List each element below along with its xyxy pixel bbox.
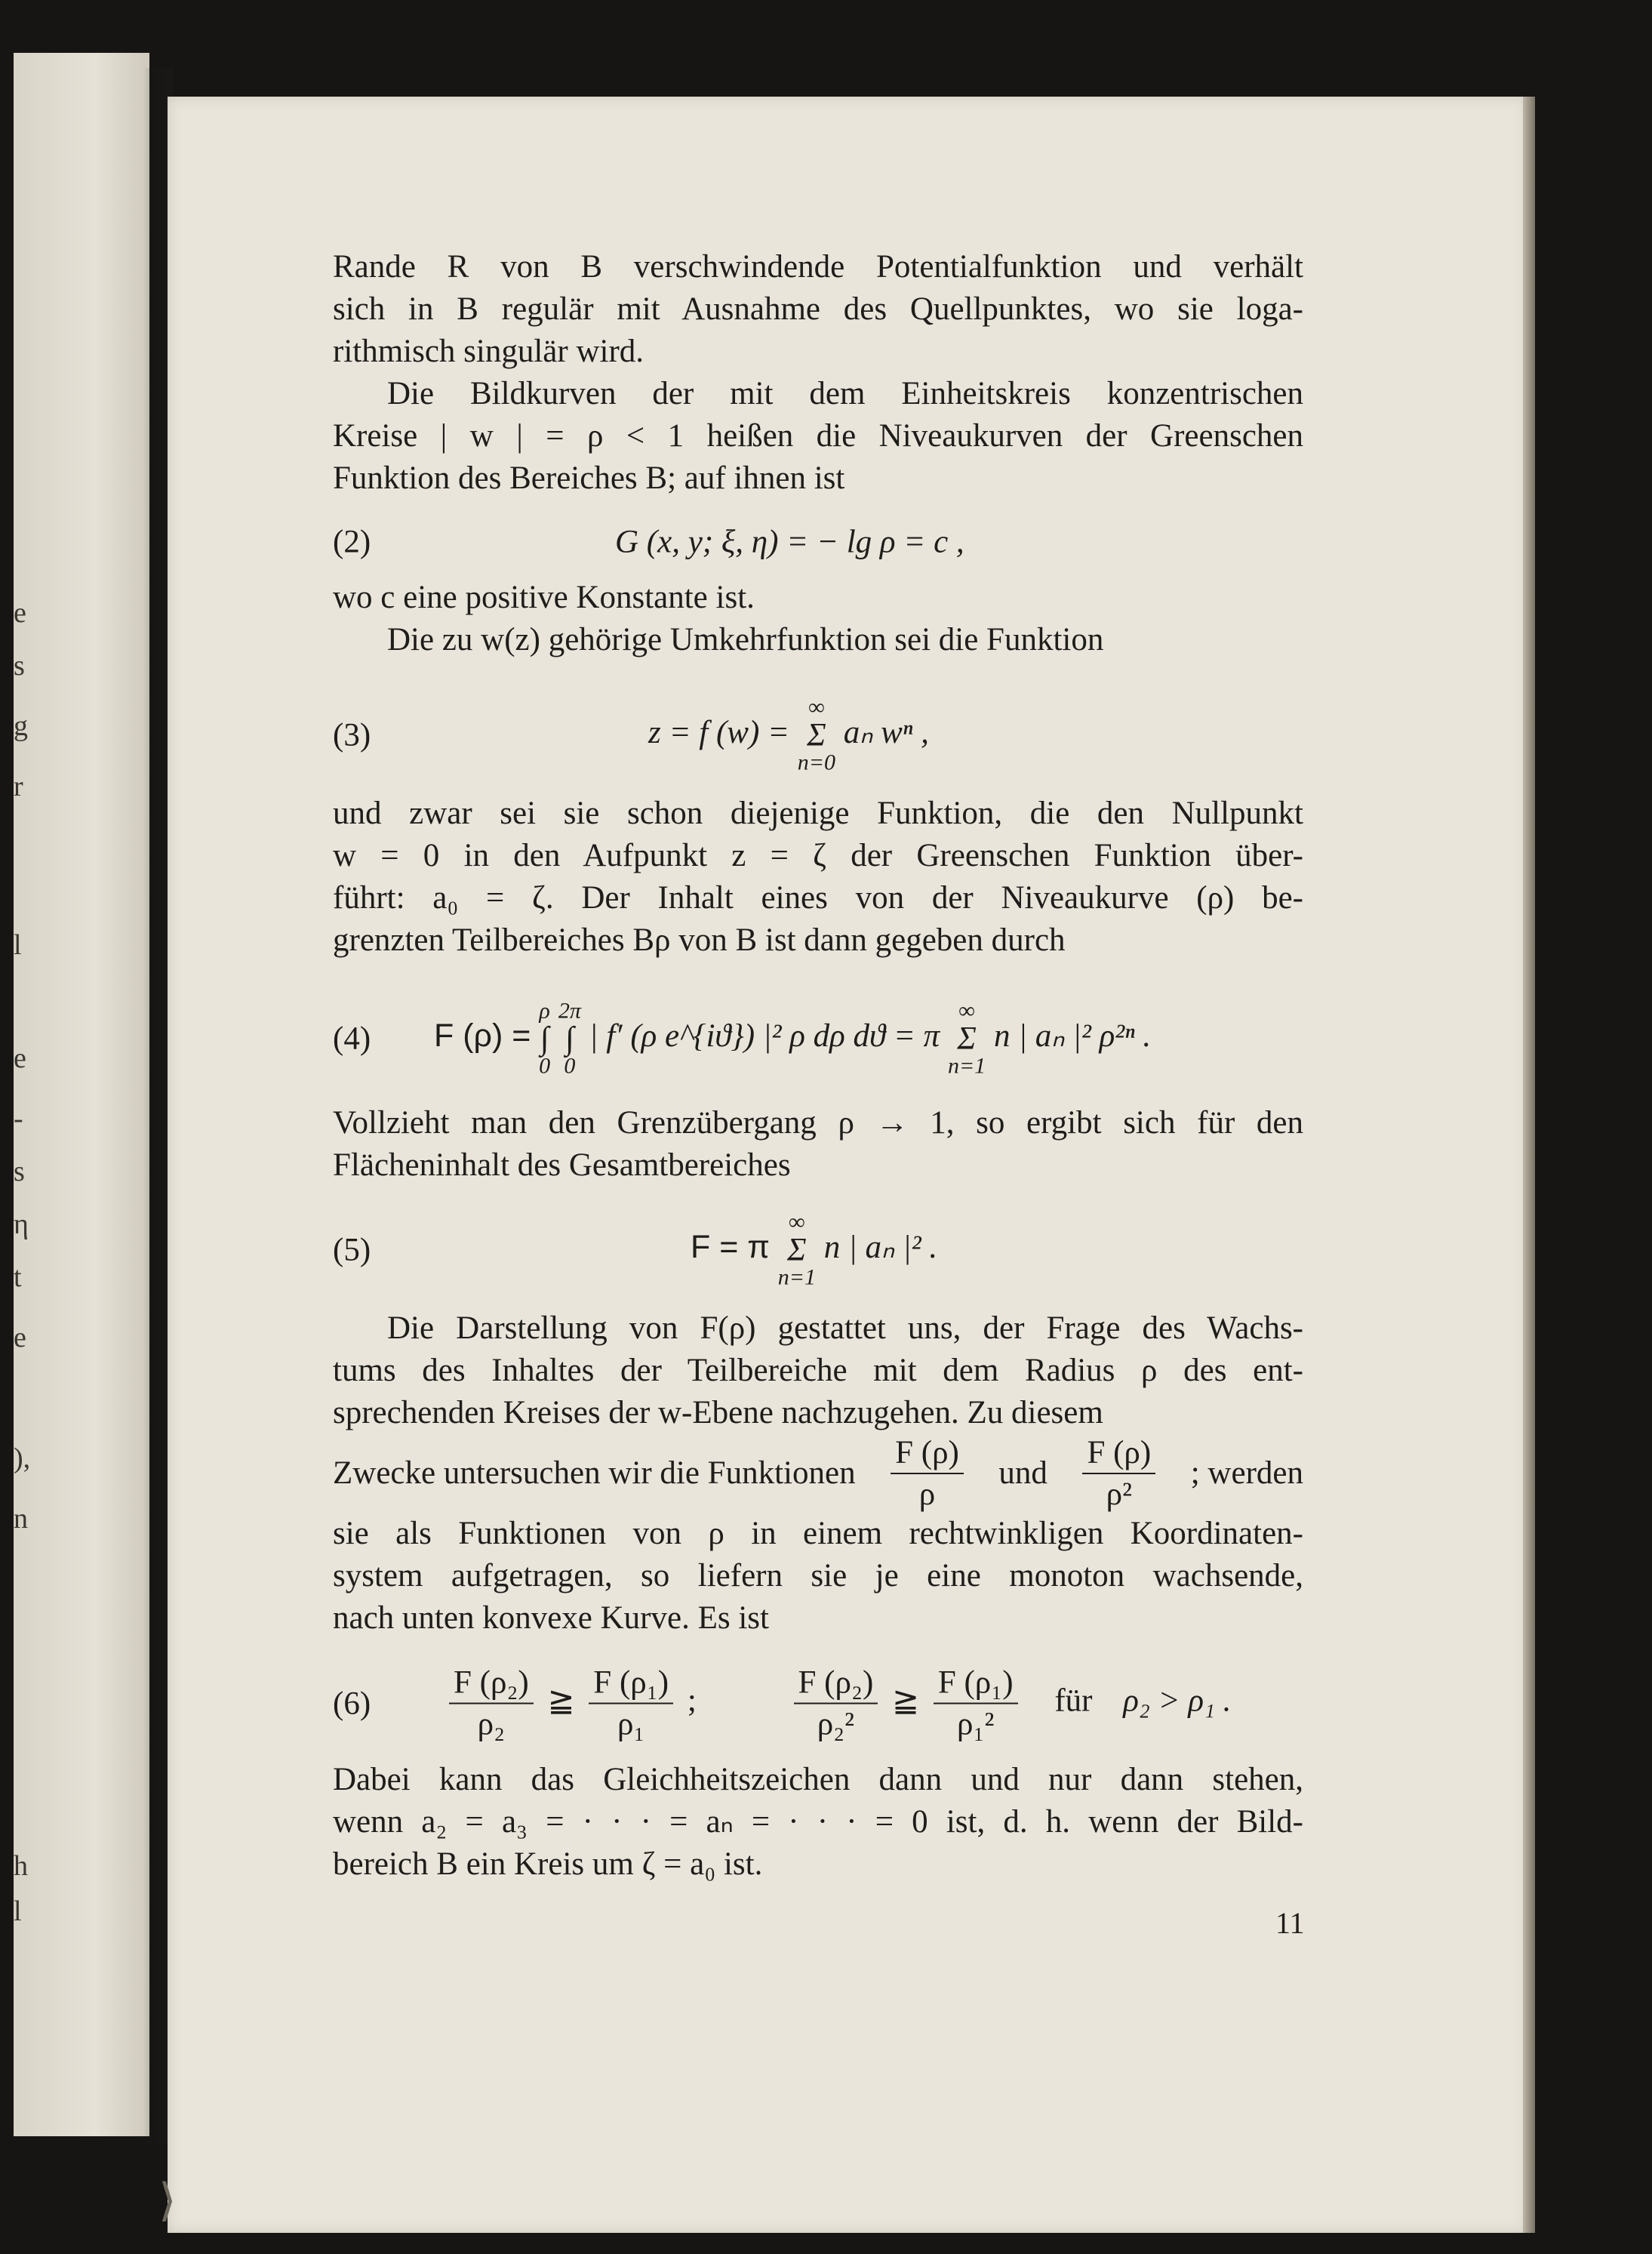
left-page-fragment: η — [14, 1209, 29, 1240]
fraction-numerator: F (ρ) — [891, 1434, 964, 1474]
text-line: Rande R von B verschwindende Potentialfunktion und verhält — [333, 249, 1303, 285]
equation-formula — [648, 694, 929, 775]
fraction-denominator: ρ² — [1106, 1476, 1132, 1513]
integral-outer — [539, 1000, 550, 1078]
text-line: Dabei kann das Gleichheitszeichen dann und nur dann stehen, — [333, 1762, 1303, 1797]
text-line: sich in B regulär mit Ausnahme des Quellpunktes, wo sie loga- — [333, 291, 1303, 327]
left-page-fragment: l — [14, 1895, 22, 1927]
equation-rhs: n | aₙ |² ρ²ⁿ . — [993, 1018, 1152, 1054]
bottom-mark-icon: ⟩ — [158, 2174, 177, 2227]
text-line: system aufgetragen, so liefern sie je eine monoton wachsende, — [333, 1558, 1303, 1594]
paragraph-3 — [333, 577, 1303, 619]
relation-sign: ≧ — [547, 1683, 575, 1719]
relation-sign: ≧ — [892, 1683, 920, 1719]
equation-rhs: aₙ wⁿ , — [843, 714, 929, 750]
left-page-strip — [14, 53, 149, 2136]
equation-3 — [333, 682, 1303, 788]
condition: ρ₂ > ρ₁ . — [1123, 1683, 1232, 1719]
fraction-numerator: F (ρ₂) — [449, 1664, 534, 1704]
integral-upper: 2π — [558, 998, 581, 1024]
sum-operator — [777, 1209, 816, 1290]
paragraph-4 — [333, 619, 1303, 661]
text-line: w = 0 in den Aufpunkt z = ζ der Greenschen Funktion über- — [333, 838, 1303, 873]
fraction-f-rho2-over-rho2 — [449, 1664, 534, 1744]
fraction-numerator: F (ρ₁) — [589, 1664, 673, 1704]
fraction-numerator: F (ρ₁) — [934, 1664, 1018, 1704]
equation-number: (6) — [333, 1686, 371, 1722]
integrand: | f′ (ρ e^{iϑ}) |² ρ dρ dϑ = π — [589, 1018, 940, 1054]
text-line: nach unten konvexe Kurve. Es ist — [333, 1600, 769, 1636]
integral-inner — [558, 1000, 581, 1078]
fraction-numerator: F (ρ) — [1082, 1434, 1155, 1474]
equation-rhs: n | aₙ |² . — [823, 1229, 938, 1265]
integral-upper: ρ — [539, 998, 550, 1024]
text-line: bereich B ein Kreis um ζ = a₀ ist. — [333, 1846, 763, 1882]
equation-number: (4) — [333, 1021, 371, 1057]
left-page-fragment: s — [14, 1156, 25, 1187]
left-page-fragment: e — [14, 1322, 26, 1353]
fraction-numerator: F (ρ₂) — [794, 1664, 878, 1704]
left-page-fragment: - — [14, 1103, 23, 1135]
equation-number: (3) — [333, 717, 371, 753]
text-after-fraction: ; werden — [1190, 1455, 1303, 1492]
condition-word: für — [1054, 1683, 1093, 1719]
sum-upper: ∞ — [808, 694, 825, 720]
equation-4 — [333, 978, 1303, 1099]
left-page-fragment: t — [14, 1261, 22, 1293]
equation-number: (5) — [333, 1232, 371, 1268]
paragraph-9 — [333, 1759, 1303, 1886]
left-page-fragment: h — [14, 1850, 28, 1882]
sum-lower: n=0 — [797, 750, 836, 775]
fraction-denominator: ρ₁² — [957, 1707, 995, 1742]
text-line: wenn a₂ = a₃ = · · · = aₙ = · · · = 0 ist, d. h. wenn der Bild- — [333, 1804, 1303, 1840]
left-page-fragment: e — [14, 597, 26, 629]
separator: ; — [687, 1683, 697, 1719]
left-page-fragment: ), — [14, 1443, 31, 1474]
paragraph-5 — [333, 793, 1303, 962]
page-number: 11 — [1275, 1906, 1305, 1940]
sum-upper: ∞ — [789, 1209, 805, 1235]
text-line: Die Bildkurven der mit dem Einheitskreis konzentrischen — [387, 376, 1303, 411]
equation-5 — [333, 1197, 1303, 1303]
left-page-fragment: e — [14, 1042, 26, 1074]
paragraph-2 — [333, 373, 1303, 500]
sum-sign: Σ — [787, 1232, 807, 1268]
sum-lower: n=1 — [777, 1264, 816, 1290]
equation-formula — [691, 1209, 938, 1290]
sum-operator — [797, 694, 836, 775]
paragraph-7 — [333, 1307, 1303, 1434]
text-line: führt: a₀ = ζ. Der Inhalt eines von der Niveaukurve (ρ) be- — [333, 880, 1303, 916]
integral-lower: 0 — [564, 1053, 576, 1079]
left-page-fragment: l — [14, 929, 22, 961]
text-line: Vollzieht man den Grenzübergang ρ → 1, so ergibt sich für den — [333, 1105, 1303, 1141]
fraction-denominator: ρ₁ — [617, 1707, 645, 1742]
sum-operator — [948, 1000, 986, 1078]
text-line: wo c eine positive Konstante ist. — [333, 580, 755, 615]
fraction-f-rho1-over-rho1 — [589, 1664, 673, 1744]
integral-sign: ∫ — [565, 1021, 574, 1057]
fraction-denominator: ρ — [918, 1476, 936, 1513]
sum-sign: Σ — [807, 717, 826, 753]
equation-lhs: F = π — [691, 1228, 770, 1265]
equation-2 — [333, 497, 1303, 587]
equation-lhs: z = f (w) = — [648, 714, 790, 750]
sum-upper: ∞ — [958, 998, 975, 1024]
left-page-fragment: s — [14, 650, 25, 682]
sum-sign: Σ — [957, 1021, 977, 1057]
sum-lower: n=1 — [947, 1053, 986, 1079]
text-line: Die Darstellung von F(ρ) gestattet uns, der Frage des Wachs- — [387, 1310, 1303, 1346]
text-line: Die zu w(z) gehörige Umkehrfunktion sei die Funktion — [387, 622, 1104, 657]
equation-formula: G (x, y; ξ, η) = − lg ρ = c , — [615, 524, 964, 560]
fraction-f-over-rho-squared — [1082, 1434, 1155, 1513]
text-line: grenzten Teilbereiches Bρ von B ist dann gegeben durch — [333, 922, 1066, 958]
equation-number: (2) — [333, 524, 371, 560]
paragraph-7-fraction-line — [333, 1434, 1303, 1517]
text-line: sprechenden Kreises der w-Ebene nachzugehen. Zu diesem — [333, 1395, 1103, 1430]
text-line: Flächeninhalt des Gesamtbereiches — [333, 1147, 791, 1183]
paragraph-1 — [333, 246, 1303, 373]
text-line: tums des Inhaltes der Teilbereiche mit dem Radius ρ des ent- — [333, 1353, 1303, 1388]
paragraph-6 — [333, 1102, 1303, 1187]
text-line: Funktion des Bereiches B; auf ihnen ist — [333, 460, 845, 496]
text-between-fractions: und — [998, 1455, 1047, 1492]
text-before-fraction: Zwecke untersuchen wir die Funktionen — [333, 1455, 856, 1492]
fraction-denominator: ρ₂ — [477, 1707, 506, 1742]
fraction-denominator: ρ₂² — [817, 1707, 855, 1742]
equation-lhs: F (ρ) = — [434, 1017, 531, 1054]
fraction-f-over-rho — [891, 1434, 964, 1513]
fraction-f-rho2-over-rho2-squared — [794, 1664, 878, 1744]
text-line: sie als Funktionen von ρ in einem rechtwinkligen Koordinaten- — [333, 1516, 1303, 1551]
equation-6 — [333, 1655, 1303, 1753]
left-page-fragment: g — [14, 710, 28, 742]
page-edge — [1523, 97, 1535, 2233]
paragraph-8 — [333, 1513, 1303, 1640]
equation-formula — [443, 1664, 1231, 1744]
text-line: Kreise | w | = ρ < 1 heißen die Niveaukurven der Greenschen — [333, 418, 1303, 454]
text-line: und zwar sei sie schon diejenige Funktion, die den Nullpunkt — [333, 796, 1303, 831]
fraction-f-rho1-over-rho1-squared — [934, 1664, 1018, 1744]
integral-sign: ∫ — [540, 1021, 549, 1057]
left-page-fragment: n — [14, 1503, 28, 1535]
equation-formula — [434, 1000, 1151, 1078]
integral-lower: 0 — [539, 1053, 551, 1079]
text-line: rithmisch singulär wird. — [333, 334, 644, 369]
left-page-fragment: r — [14, 771, 23, 802]
